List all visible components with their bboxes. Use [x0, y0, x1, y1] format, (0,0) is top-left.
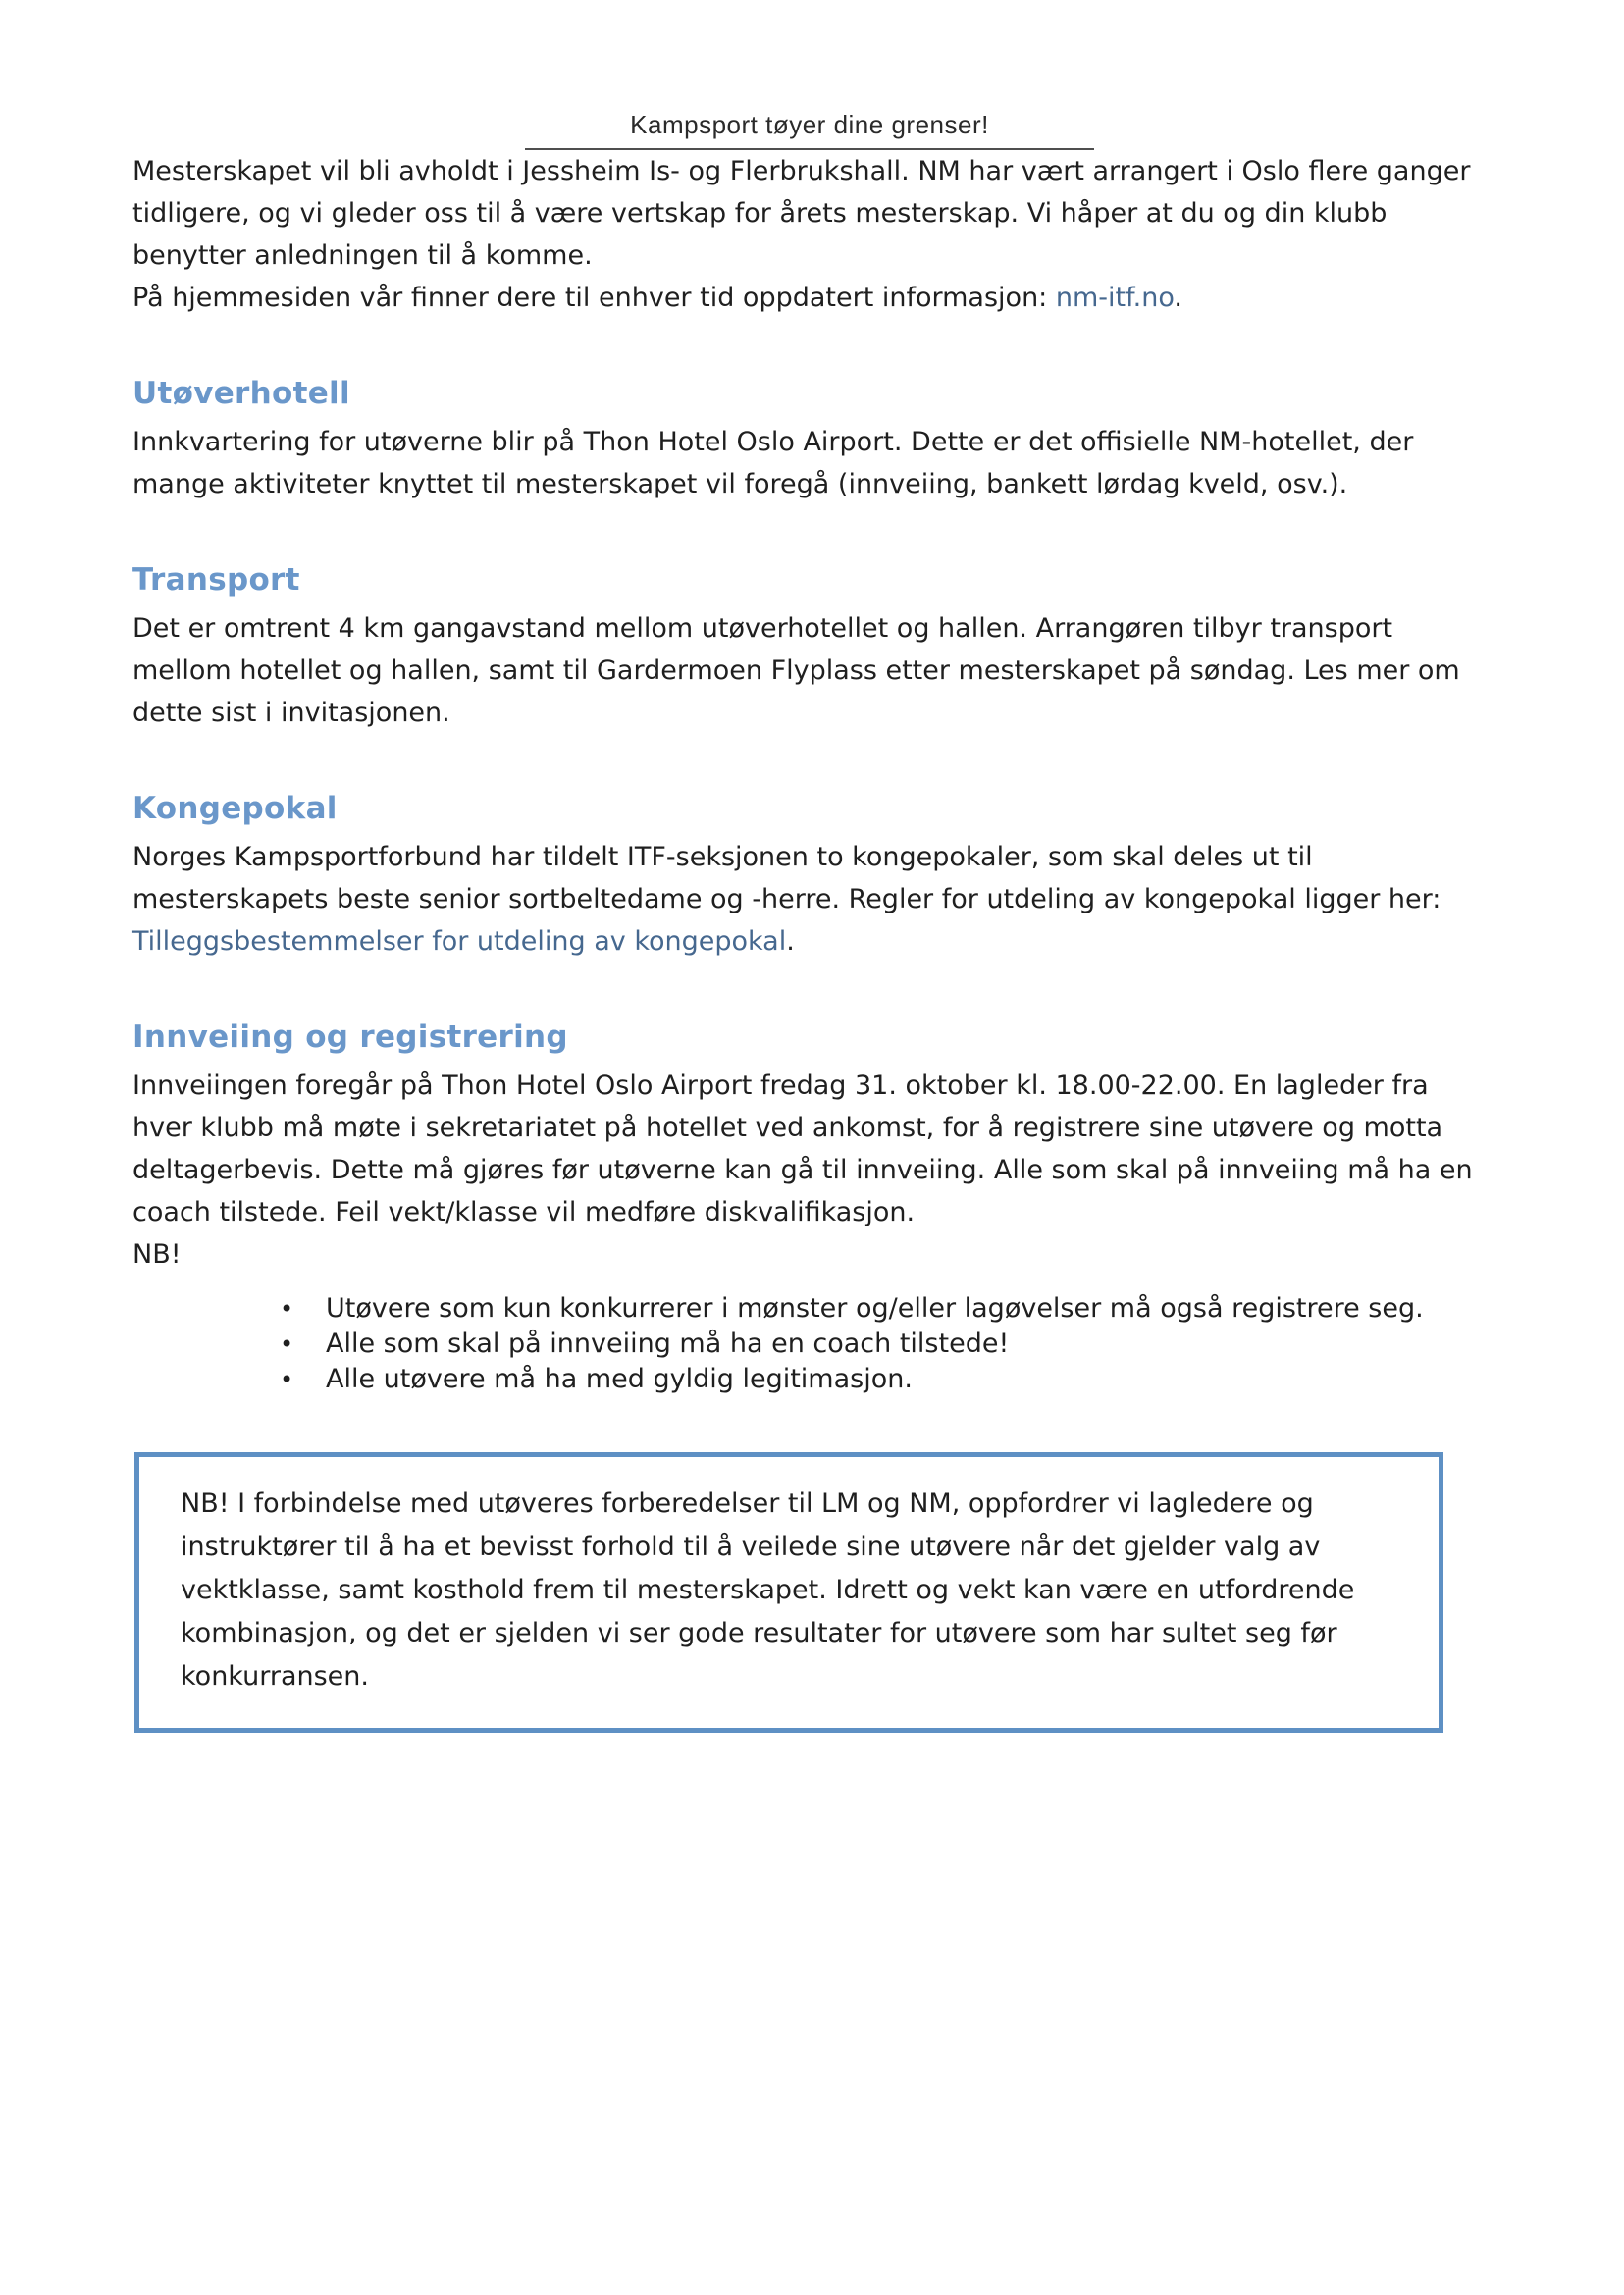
nb-bullet-list: [280, 1291, 1487, 1397]
bullet-icon: •: [280, 1330, 294, 1358]
innveiing-paragraph: Innveiingen foregår på Thon Hotel Oslo Airport fredag 31. oktober kl. 18.00-22.00. En lagleder fra hver klubb må møte i sekretariatet på hotellet ved ankomst, for å registrere sine utøvere og motta deltagerbevis. Dette må gjøres før utøverne kan gå til innveiing. Alle som skal på innveiing må ha en coach tilstede. Feil vekt/klasse vil medføre diskvalifikasjon.: [132, 1070, 1473, 1227]
homepage-text: På hjemmesiden vår finner dere til enhver tid oppdatert informasjon:: [132, 283, 1056, 313]
list-item: [280, 1291, 1487, 1327]
list-item-text: Utøvere som kun konkurrerer i mønster og/eller lagøvelser må også registrere seg.: [326, 1293, 1424, 1324]
kongepokal-text: Norges Kampsportforbund har tildelt ITF-seksjonen to kongepokaler, som skal deles ut til mesterskapets beste senior sortbeltedame og -herre. Regler for utdeling av kongepokal ligger her:: [132, 842, 1441, 914]
nm-itf-link[interactable]: nm-itf.no: [1055, 283, 1175, 313]
list-item-text: Alle utøvere må ha med gyldig legitimasjon.: [326, 1364, 913, 1394]
homepage-paragraph: [132, 277, 1487, 319]
utoverhotell-paragraph: Innkvartering for utøverne blir på Thon Hotel Oslo Airport. Dette er det offisielle NM-hotellet, der mange aktiviteter knyttet til mesterskapet vil foregå (innveiing, bankett lørdag kveld, osv.).: [132, 427, 1414, 499]
intro-paragraph: Mesterskapet vil bli avholdt i Jessheim Is- og Flerbrukshall. NM har vært arrangert i Oslo flere ganger tidligere, og vi gleder oss til å være vertskap for årets mesterskap. Vi håper at du og din klubb benytter anledningen til å komme.: [132, 156, 1471, 271]
kongepokal-text-suffix: .: [786, 926, 795, 957]
heading-innveiing: Innveiing og registrering: [132, 1019, 568, 1055]
list-item: [280, 1327, 1487, 1362]
transport-paragraph: Det er omtrent 4 km gangavstand mellom utøverhotellet og hallen. Arrangøren tilbyr transport mellom hotellet og hallen, samt til Gardermoen Flyplass etter mesterskapet på søndag. Les mer om dette sist i invitasjonen.: [132, 613, 1460, 728]
nb-label: NB!: [132, 1239, 182, 1270]
kongepokal-rules-link[interactable]: Tilleggsbestemmelser for utdeling av kongepokal: [132, 926, 787, 957]
heading-kongepokal: Kongepokal: [132, 791, 338, 826]
header-tagline: Kampsport tøyer dine grenser!: [630, 110, 989, 139]
note-box: [134, 1452, 1443, 1733]
bullet-icon: •: [280, 1366, 294, 1393]
homepage-text-suffix: .: [1174, 283, 1182, 313]
list-item: [280, 1362, 1487, 1397]
list-item-text: Alle som skal på innveiing må ha en coach tilstede!: [326, 1329, 1010, 1359]
bullet-icon: •: [280, 1295, 294, 1323]
header-tagline-rule: [525, 110, 1094, 150]
heading-utoverhotell: Utøverhotell: [132, 376, 350, 411]
heading-transport: Transport: [132, 562, 300, 598]
note-box-text: NB! I forbindelse med utøveres forberedelser til LM og NM, oppfordrer vi lagledere og instruktører til å ha et bevisst forhold til å veilede sine utøvere når det gjelder valg av vektklasse, samt kosthold frem til mesterskapet. Idrett og vekt kan være en utfordrende kombinasjon, og det er sjelden vi ser gode resultater for utøvere som har sultet seg før konkurransen.: [181, 1488, 1355, 1692]
kongepokal-paragraph: [132, 836, 1487, 963]
